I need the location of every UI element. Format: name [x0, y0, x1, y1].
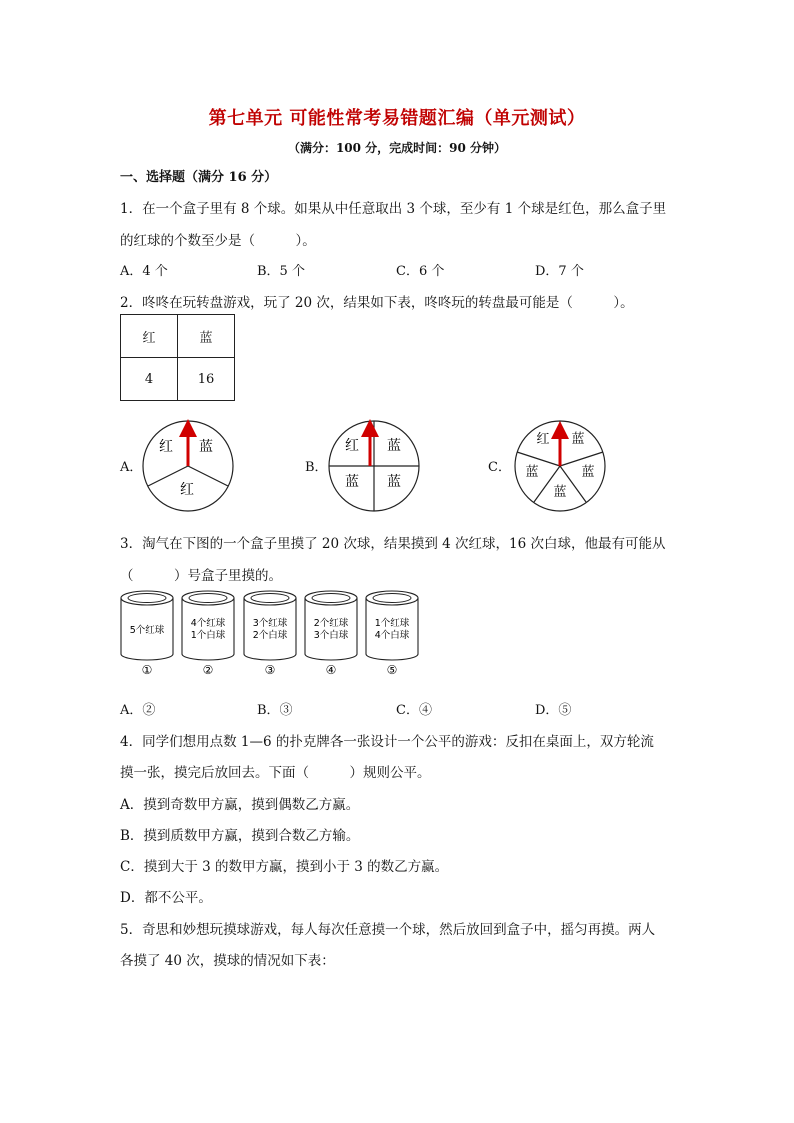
q3-option-b: B．③ — [257, 703, 293, 718]
spinner-c-label: 蓝 — [571, 432, 585, 447]
q5-text-line1: 5．奇思和妙想玩摸球游戏，每人每次任意摸一个球，然后放回到盒子中，摇匀再摸。两人 — [120, 922, 656, 938]
q5-text-line2: 各摸了 40 次，摸球的情况如下表： — [120, 953, 335, 969]
q2-text-line1: 2．咚咚在玩转盘游戏，玩了 20 次，结果如下表，咚咚玩的转盘最可能是（ ）。 — [120, 295, 634, 311]
q2-result-table — [120, 314, 235, 401]
box-2-label-red: 4个红球 — [190, 618, 226, 629]
q3-option-a: A．② — [120, 703, 156, 718]
spinner-c-label: 红 — [536, 432, 550, 447]
spinner-a-label: 红 — [159, 439, 173, 455]
q4-option-b: B．摸到质数甲方赢，摸到合数乙方输。 — [120, 828, 360, 844]
q1-text-line1: 1．在一个盒子里有 8 个球。如果从中任意取出 3 个球，至少有 1 个球是红色，那么盒子里 — [120, 201, 667, 217]
table-header-red: 红 — [121, 315, 178, 358]
q2-option-c: C． — [488, 460, 511, 475]
table-cell-red-count: 4 — [121, 358, 178, 401]
q1-option-d: D．7 个 — [535, 264, 584, 279]
section-heading: 一、选择题（满分 16 分） — [120, 170, 278, 185]
box-5-label-red: 1个红球 — [374, 618, 410, 629]
q1-option-a: A．4 个 — [120, 264, 168, 279]
box-2-label-white: 1个白球 — [190, 630, 226, 641]
q2-option-a: A． — [120, 460, 143, 475]
box-5-number: ⑤ — [386, 663, 398, 677]
spinner-b-label: 蓝 — [387, 474, 401, 490]
q3-boxes-figure — [116, 586, 426, 682]
spinner-a-label: 蓝 — [199, 439, 213, 455]
box-3-label-white: 2个白球 — [252, 630, 288, 641]
spinner-c — [512, 418, 608, 514]
spinner-c-label: 蓝 — [525, 465, 539, 480]
table-cell-blue-count: 16 — [178, 358, 235, 401]
box-4-label-red: 2个红球 — [313, 618, 349, 629]
spinner-b-label: 蓝 — [387, 438, 401, 454]
q1-option-c: C．6 个 — [396, 264, 445, 279]
box-5-label-white: 4个白球 — [374, 630, 410, 641]
q4-text-line2: 摸一张，摸完后放回去。下面（ ）规则公平。 — [120, 765, 431, 781]
box-3 — [244, 591, 296, 677]
box-3-label-red: 3个红球 — [252, 618, 288, 629]
table-row — [121, 315, 235, 358]
spinner-c-label: 蓝 — [553, 485, 567, 500]
q4-option-a: A．摸到奇数甲方赢，摸到偶数乙方赢。 — [120, 797, 360, 813]
spinner-a — [140, 418, 236, 514]
table-header-blue: 蓝 — [178, 315, 235, 358]
box-3-number: ③ — [264, 663, 276, 677]
q1-option-b: B．5 个 — [257, 264, 305, 279]
spinner-b — [326, 418, 422, 514]
q3-text-line2: （ ）号盒子里摸的。 — [120, 568, 282, 584]
q4-option-c: C．摸到大于 3 的数甲方赢，摸到小于 3 的数乙方赢。 — [120, 859, 449, 875]
box-1-label: 5个红球 — [129, 625, 165, 636]
q2-option-b: B． — [305, 460, 328, 475]
box-4-number: ④ — [325, 663, 337, 677]
page-subtitle: （满分：100 分，完成时间：90 分钟） — [287, 141, 507, 155]
table-row — [121, 358, 235, 401]
box-2-number: ② — [202, 663, 214, 677]
q4-option-d: D．都不公平。 — [120, 890, 212, 906]
spinner-b-label: 蓝 — [345, 474, 359, 490]
box-1-number: ① — [141, 663, 153, 677]
box-1 — [121, 591, 173, 677]
q3-option-c: C．④ — [396, 703, 432, 718]
page-title: 第七单元 可能性常考易错题汇编（单元测试） — [208, 108, 586, 129]
q3-option-d: D．⑤ — [535, 703, 572, 718]
spinner-b-label: 红 — [345, 438, 359, 454]
q3-text-line1: 3．淘气在下图的一个盒子里摸了 20 次球，结果摸到 4 次红球，16 次白球，他最有可能从 — [120, 536, 666, 552]
q1-text-line2: 的红球的个数至少是（ ）。 — [120, 233, 316, 249]
spinner-c-label: 蓝 — [581, 465, 595, 480]
box-5 — [366, 591, 418, 677]
box-2 — [182, 591, 234, 677]
box-4 — [305, 591, 357, 677]
spinner-a-label: 红 — [180, 482, 194, 498]
q4-text-line1: 4．同学们想用点数 1—6 的扑克牌各一张设计一个公平的游戏：反扣在桌面上，双方轮流 — [120, 734, 654, 750]
box-4-label-white: 3个白球 — [313, 630, 349, 641]
